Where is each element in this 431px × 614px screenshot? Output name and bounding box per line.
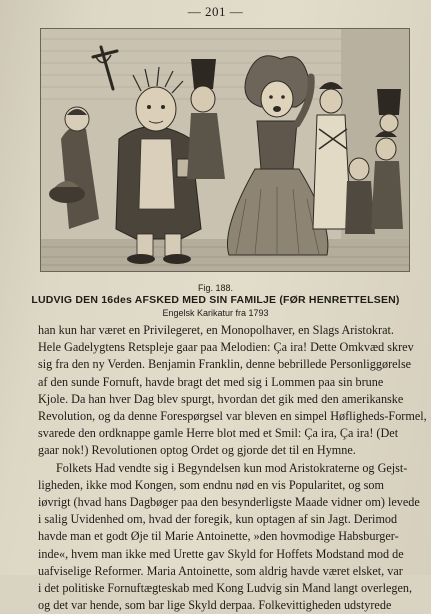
- body-text: [38, 322, 427, 614]
- text-line: han kun har været en Privilegeret, en Monopolhaver, en Slags Aristokrat.: [38, 323, 394, 337]
- text-line: i salig Uvidenhed om, hvad der foregik, kun optagen af sin Jagt. Derimod: [38, 512, 398, 527]
- text-line: gaar nok!) Revolutionen optog Ordet og gjorde det til en Hymne.: [38, 443, 356, 458]
- page-number: — 201 —: [187, 4, 244, 19]
- paragraph-2: [38, 460, 423, 614]
- text-line: sig fra den ny Verden. Benjamin Franklin, denne bebrillede Personliggørelse: [38, 357, 412, 372]
- text-line: Folkets Had vendte sig i Begyndelsen kun mod Aristokraterne og Gejst-: [56, 460, 408, 475]
- text-line: inde«, hvem man ikke med Urette gav Skyld for Hoffets Modstand mod de: [38, 546, 404, 561]
- text-line: iøvrigt (hvad hans Dagbøger paa den besynderligste Maade vidner om) levede: [38, 495, 420, 510]
- text-line: uafviselige Reformer. Maria Antoinette, som aldrig havde været elsket, var: [38, 563, 403, 578]
- text-line: Hele Gadelygtens Retspleje gaar paa Melodien: Ça ira! Dette Omkvæd skrev: [38, 340, 414, 355]
- figure-title: LUDVIG DEN 16des AFSKED MED SIN FAMILJE (FØR HENRETTELSEN): [31, 294, 400, 306]
- text-line: og det var hende, som bar lige Skyld derpaa. Folkevittigheden udstyrede: [38, 598, 392, 613]
- text-line: ligheden, ikke mod Kongen, som endnu nød en vis Popularitet, og som: [38, 477, 384, 492]
- figure-subtitle: Engelsk Karikatur fra 1793: [162, 308, 269, 318]
- caricature-illustration: [40, 28, 410, 272]
- figure-number: Fig. 188.: [197, 283, 234, 293]
- text-line: havde man et godt Øje til Marie Antoinette, »den hovmodige Habsburger-: [38, 529, 399, 544]
- text-line: Kjole. Da han hver Dag blev spurgt, hvordan det gik med den amerikanske: [38, 391, 404, 406]
- text-line: i det politiske Fornuftægteskab med Kong Ludvig sin Mand langt overlegen,: [38, 581, 413, 596]
- text-line: svarede den ordknappe gamle Herre blot med et Smil: Ça ira, Ça ira! (Det: [38, 426, 399, 441]
- text-line: Revolution, og da denne Forespørgsel var bleven en simpel Høfligheds-Formel,: [38, 409, 427, 424]
- text-line: af den sunde Fornuft, havde bragt det med sig i Lommen paa sin brune: [38, 374, 384, 389]
- paragraph-1: [38, 322, 427, 460]
